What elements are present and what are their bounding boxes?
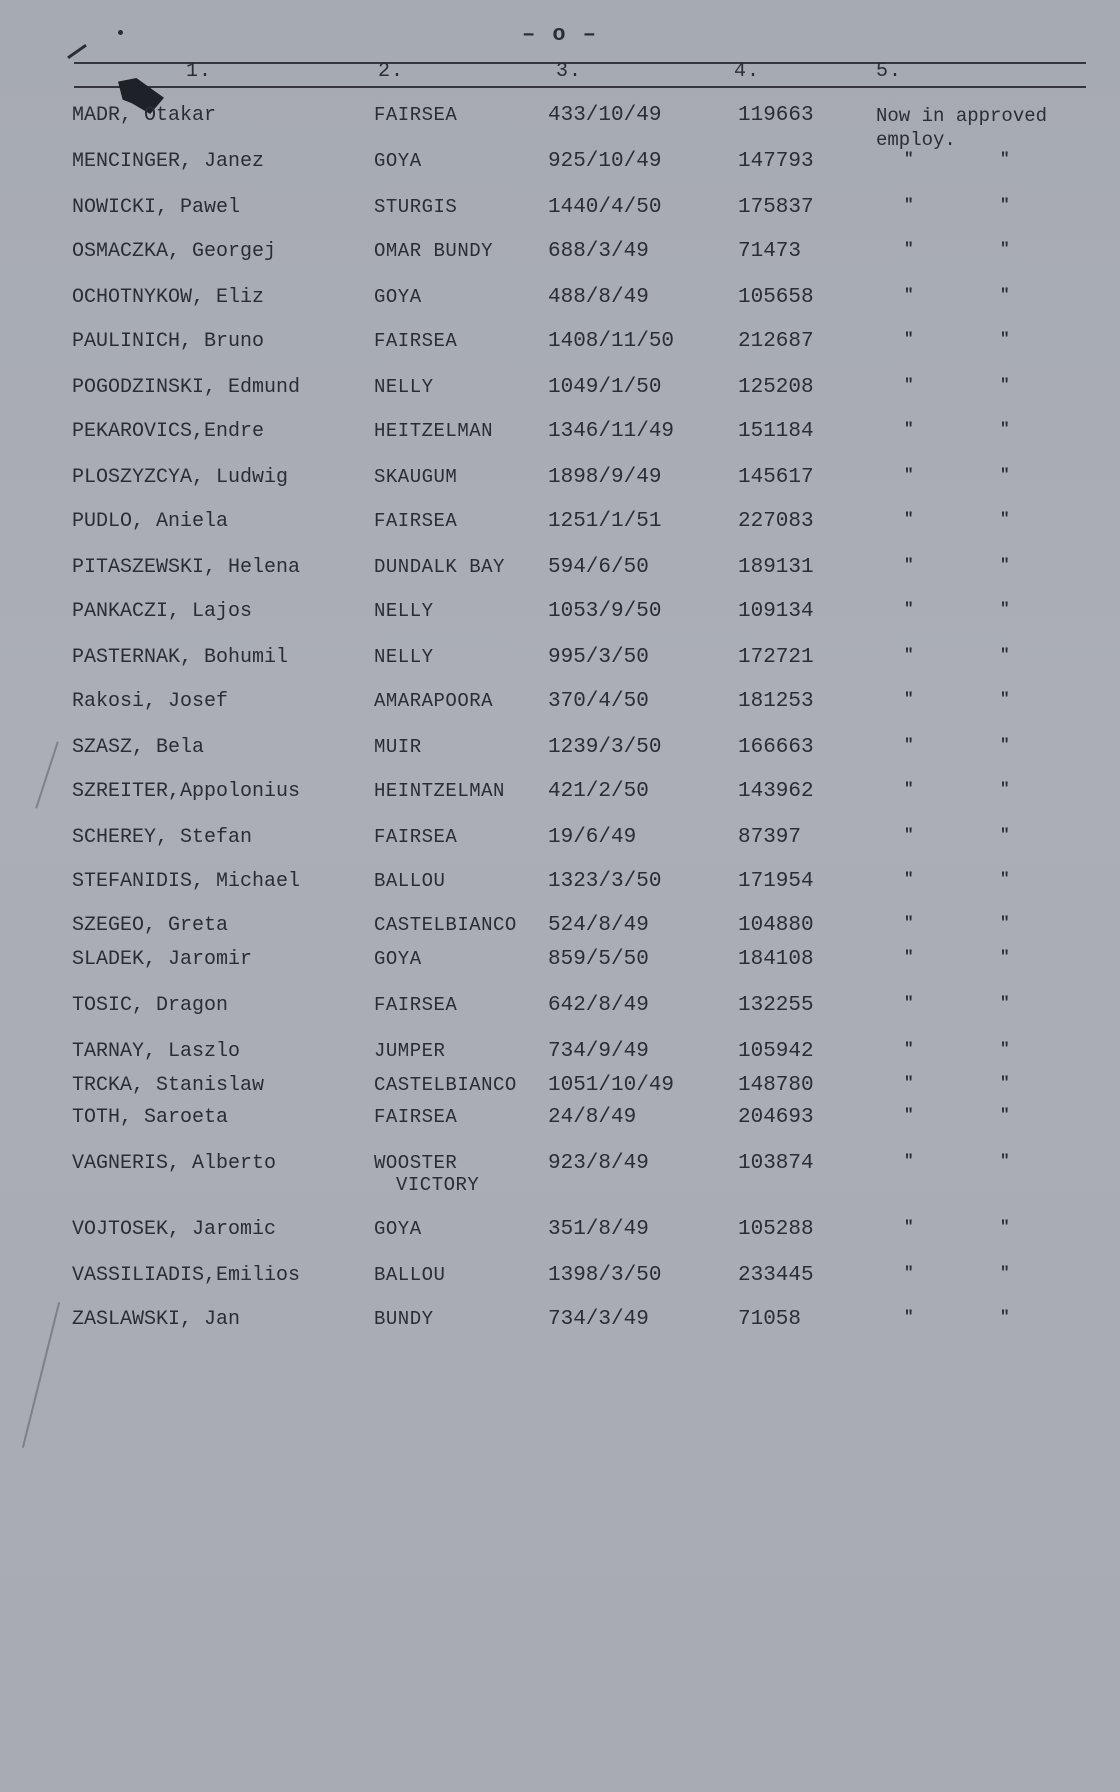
case-number: 105288: [738, 1218, 814, 1241]
ship-name-line1: FAIRSEA: [374, 104, 458, 126]
ship-name: [374, 286, 422, 308]
ship-name: [374, 1218, 422, 1240]
ship-name: [374, 870, 445, 892]
column-header-5: 5.: [876, 60, 903, 83]
case-number: 166663: [738, 736, 814, 759]
ship-name-line1: CASTELBIANCO: [374, 1074, 517, 1096]
ditto-mark: ": [904, 150, 914, 168]
ship-name: [374, 510, 457, 532]
column-header-4: 4.: [734, 60, 761, 83]
case-number: 147793: [738, 150, 814, 173]
person-name: PASTERNAK, Bohumil: [72, 646, 289, 669]
case-number: 119663: [738, 104, 814, 127]
person-name: TRCKA, Stanislaw: [72, 1074, 265, 1097]
ship-name: [374, 1106, 457, 1128]
reference-number: 1049/1/50: [548, 376, 662, 399]
reference-number: 1440/4/50: [548, 196, 662, 219]
case-number: 125208: [738, 376, 814, 399]
case-number: 132255: [738, 994, 814, 1017]
ditto-mark: ": [904, 286, 914, 304]
case-number: 104880: [738, 914, 814, 937]
person-name: PEKAROVICS,Endre: [72, 420, 265, 443]
ditto-mark: ": [1000, 240, 1010, 258]
reference-number: 923/8/49: [548, 1152, 649, 1175]
ship-name-line1: BALLOU: [374, 1264, 446, 1286]
reference-number: 19/6/49: [548, 826, 637, 849]
person-name: VASSILIADIS,Emilios: [72, 1264, 301, 1287]
ditto-mark: ": [1000, 1106, 1010, 1124]
pencil-stroke: [22, 1302, 60, 1448]
ditto-mark: ": [1000, 826, 1010, 844]
case-number: 105942: [738, 1040, 814, 1063]
case-number: 109134: [738, 600, 814, 623]
ship-name: [374, 826, 457, 848]
ditto-mark: ": [904, 826, 914, 844]
ship-name-line1: FAIRSEA: [374, 1106, 458, 1128]
ship-name-line1: FAIRSEA: [374, 826, 458, 848]
person-name: NOWICKI, Pawel: [72, 196, 241, 219]
case-number: 181253: [738, 690, 814, 713]
reference-number: 642/8/49: [548, 994, 649, 1017]
pencil-stroke: [35, 741, 59, 808]
ditto-mark: ": [904, 1264, 914, 1282]
reference-number: 488/8/49: [548, 286, 649, 309]
person-name: POGODZINSKI, Edmund: [72, 376, 301, 399]
ship-name-line1: NELLY: [374, 646, 434, 668]
ship-name: [374, 948, 422, 970]
reference-number: 1051/10/49: [548, 1074, 675, 1097]
ditto-mark: ": [904, 736, 914, 754]
ditto-mark: ": [904, 994, 914, 1012]
person-name: PAULINICH, Bruno: [72, 330, 265, 353]
column-header-2: 2.: [378, 60, 405, 83]
ship-name-line1: DUNDALK BAY: [374, 556, 505, 578]
ship-name: [374, 690, 493, 712]
ditto-mark: ": [1000, 948, 1010, 966]
ditto-mark: ": [1000, 150, 1010, 168]
person-name: PUDLO, Aniela: [72, 510, 229, 533]
person-name: MENCINGER, Janez: [72, 150, 265, 173]
person-name: PLOSZYZCYA, Ludwig: [72, 466, 289, 489]
reference-number: 734/9/49: [548, 1040, 649, 1063]
ditto-mark: ": [1000, 1152, 1010, 1170]
ditto-mark: ": [904, 914, 914, 932]
ship-name-line1: FAIRSEA: [374, 510, 458, 532]
ditto-mark: ": [904, 1218, 914, 1236]
ditto-mark: ": [904, 600, 914, 618]
ditto-mark: ": [904, 646, 914, 664]
case-number: 71473: [738, 240, 802, 263]
person-name: VOJTOSEK, Jaromic: [72, 1218, 277, 1241]
case-number: 145617: [738, 466, 814, 489]
ship-name-line1: AMARAPOORA: [374, 690, 494, 712]
ditto-mark: ": [1000, 646, 1010, 664]
ditto-mark: ": [904, 870, 914, 888]
person-name: SZEGEO, Greta: [72, 914, 229, 937]
ditto-mark: ": [1000, 736, 1010, 754]
reference-number: 1053/9/50: [548, 600, 662, 623]
ditto-mark: ": [904, 556, 914, 574]
ship-name-line1: CASTELBIANCO: [374, 914, 517, 936]
person-name: PANKACZI, Lajos: [72, 600, 253, 623]
ditto-mark: ": [904, 1152, 914, 1170]
case-number: 103874: [738, 1152, 814, 1175]
case-number: 105658: [738, 286, 814, 309]
ship-name-line1: SKAUGUM: [374, 466, 458, 488]
reference-number: 688/3/49: [548, 240, 649, 263]
ship-name-line1: WOOSTER: [374, 1152, 458, 1174]
ditto-mark: ": [1000, 1218, 1010, 1236]
person-name: VAGNERIS, Alberto: [72, 1152, 277, 1175]
ditto-mark: ": [904, 1040, 914, 1058]
ship-name: [374, 196, 457, 218]
ship-name: [374, 914, 517, 936]
person-name: SZASZ, Bela: [72, 736, 205, 759]
case-number: 175837: [738, 196, 814, 219]
status-text: Now in approved employ.: [876, 105, 1048, 151]
ditto-mark: ": [1000, 420, 1010, 438]
reference-number: 734/3/49: [548, 1308, 649, 1331]
ship-name: [374, 466, 457, 488]
ship-name-line1: NELLY: [374, 600, 434, 622]
reference-number: 1346/11/49: [548, 420, 675, 443]
ditto-mark: ": [904, 420, 914, 438]
ship-name: [374, 1074, 517, 1096]
ship-name: [374, 1264, 445, 1286]
case-number: 171954: [738, 870, 814, 893]
person-name: OSMACZKA, Georgej: [72, 240, 277, 263]
ship-name: [374, 104, 457, 126]
case-number: 143962: [738, 780, 814, 803]
ditto-mark: ": [1000, 1040, 1010, 1058]
ditto-mark: ": [904, 240, 914, 258]
ditto-mark: ": [1000, 1308, 1010, 1326]
person-name: ZASLAWSKI, Jan: [72, 1308, 241, 1331]
ditto-mark: ": [1000, 914, 1010, 932]
reference-number: 995/3/50: [548, 646, 649, 669]
ship-name: [374, 600, 434, 622]
person-name: SCHEREY, Stefan: [72, 826, 253, 849]
ditto-mark: ": [1000, 510, 1010, 528]
case-number: 148780: [738, 1074, 814, 1097]
ship-name-line1: GOYA: [374, 948, 422, 970]
person-name: TARNAY, Laszlo: [72, 1040, 241, 1063]
ditto-mark: ": [904, 948, 914, 966]
ditto-mark: ": [1000, 556, 1010, 574]
reference-number: 859/5/50: [548, 948, 649, 971]
ditto-mark: ": [1000, 690, 1010, 708]
ditto-mark: ": [1000, 330, 1010, 348]
person-name: MADR, Otakar: [72, 104, 217, 127]
ship-name: [374, 1040, 445, 1062]
reference-number: 370/4/50: [548, 690, 649, 713]
ship-name-line1: STURGIS: [374, 196, 458, 218]
ditto-mark: ": [904, 466, 914, 484]
ship-name-line1: FAIRSEA: [374, 330, 458, 352]
ship-name: [374, 150, 422, 172]
reference-number: 524/8/49: [548, 914, 649, 937]
ditto-mark: ": [1000, 1074, 1010, 1092]
ditto-mark: ": [1000, 466, 1010, 484]
ditto-mark: ": [1000, 780, 1010, 798]
ditto-mark: ": [1000, 994, 1010, 1012]
ditto-mark: ": [904, 1074, 914, 1092]
person-name: SLADEK, Jaromir: [72, 948, 253, 971]
reference-number: 1323/3/50: [548, 870, 662, 893]
ship-name-line1: MUIR: [374, 736, 422, 758]
ship-name-line1: GOYA: [374, 286, 422, 308]
ditto-mark: ": [1000, 1264, 1010, 1282]
ship-name-line1: BUNDY: [374, 1308, 434, 1330]
person-name: OCHOTNYKOW, Eliz: [72, 286, 265, 309]
ditto-mark: ": [904, 780, 914, 798]
reference-number: 925/10/49: [548, 150, 662, 173]
reference-number: 1408/11/50: [548, 330, 675, 353]
case-number: 87397: [738, 826, 802, 849]
ditto-mark: ": [1000, 286, 1010, 304]
person-name: TOTH, Saroeta: [72, 1106, 229, 1129]
reference-number: 433/10/49: [548, 104, 662, 127]
ditto-mark: ": [904, 690, 914, 708]
ship-name: [374, 376, 434, 398]
ditto-mark: ": [904, 330, 914, 348]
ship-name-line1: GOYA: [374, 150, 422, 172]
ditto-mark: ": [1000, 196, 1010, 214]
case-number: 172721: [738, 646, 814, 669]
column-header-3: 3.: [556, 60, 583, 83]
ship-name: [374, 240, 493, 262]
ship-name-line1: BALLOU: [374, 870, 446, 892]
ditto-mark: ": [904, 376, 914, 394]
ship-name-line2: VICTORY: [396, 1174, 480, 1196]
case-number: 151184: [738, 420, 814, 443]
reference-number: 421/2/50: [548, 780, 649, 803]
page-number: – o –: [521, 22, 598, 47]
ditto-mark: ": [904, 510, 914, 528]
reference-number: 351/8/49: [548, 1218, 649, 1241]
case-number: 189131: [738, 556, 814, 579]
ship-name: [374, 556, 505, 578]
ditto-mark: ": [1000, 870, 1010, 888]
header-rule-bottom: [74, 86, 1086, 88]
ship-name-line1: JUMPER: [374, 1040, 446, 1062]
reference-number: 24/8/49: [548, 1106, 637, 1129]
reference-number: 594/6/50: [548, 556, 649, 579]
reference-number: 1398/3/50: [548, 1264, 662, 1287]
person-name: PITASZEWSKI, Helena: [72, 556, 301, 579]
ditto-mark: ": [904, 196, 914, 214]
ship-name-line1: HEINTZELMAN: [374, 780, 505, 802]
ship-name: [374, 646, 434, 668]
ship-name: [374, 1152, 479, 1196]
case-number: 184108: [738, 948, 814, 971]
column-header-1: 1.: [186, 60, 213, 83]
reference-number: 1239/3/50: [548, 736, 662, 759]
reference-number: 1251/1/51: [548, 510, 662, 533]
case-number: 233445: [738, 1264, 814, 1287]
case-number: 212687: [738, 330, 814, 353]
ship-name-line1: FAIRSEA: [374, 994, 458, 1016]
person-name: TOSIC, Dragon: [72, 994, 229, 1017]
person-name: Rakosi, Josef: [72, 690, 229, 713]
person-name: STEFANIDIS, Michael: [72, 870, 301, 893]
case-number: 227083: [738, 510, 814, 533]
ship-name: [374, 736, 422, 758]
ship-name: [374, 1308, 434, 1330]
ship-name-line1: OMAR BUNDY: [374, 240, 494, 262]
ship-name-line1: GOYA: [374, 1218, 422, 1240]
ditto-mark: ": [904, 1308, 914, 1326]
ship-name: [374, 420, 493, 442]
ship-name: [374, 780, 505, 802]
ship-name-line1: NELLY: [374, 376, 434, 398]
case-number: 71058: [738, 1308, 802, 1331]
ditto-mark: ": [1000, 600, 1010, 618]
reference-number: 1898/9/49: [548, 466, 662, 489]
ditto-mark: ": [904, 1106, 914, 1124]
ship-name-line1: HEITZELMAN: [374, 420, 494, 442]
ship-name: [374, 994, 457, 1016]
person-name: SZREITER,Appolonius: [72, 780, 301, 803]
case-number: 204693: [738, 1106, 814, 1129]
ditto-mark: ": [1000, 376, 1010, 394]
ship-name: [374, 330, 457, 352]
